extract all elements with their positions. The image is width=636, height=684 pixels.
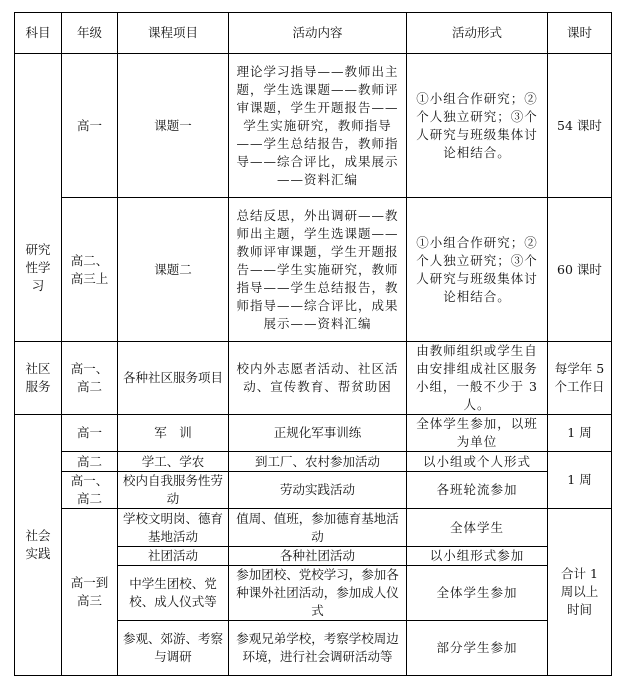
content-cell: 正规化军事训练	[229, 415, 407, 452]
project-cell: 参观、郊游、考察与调研	[118, 621, 229, 676]
header-project: 课程项目	[118, 13, 229, 54]
grade-cell-upper: 高一到高三	[62, 509, 118, 676]
grade-cell: 高二	[62, 452, 118, 472]
hours-cell: 60 课时	[548, 198, 612, 342]
hours-cell: 54 课时	[548, 54, 612, 198]
content-cell: 总结反思，外出调研——教师出主题，学生选课题——教师评审课题，学生开题报告——学生实施研究，教师指导——学生总结报告，教师指导——综合评比，成果展示——资料汇编	[229, 198, 407, 342]
grade-cell: 高一、高二	[62, 472, 118, 509]
header-form: 活动形式	[407, 13, 548, 54]
content-cell: 校内外志愿者活动、社区活动、宣传教育、帮贫助困	[229, 342, 407, 415]
subject-research: 研究性学习	[15, 54, 62, 342]
table-row	[15, 472, 612, 509]
project-cell: 课题一	[118, 54, 229, 198]
form-cell: 各班轮流参加	[407, 472, 548, 509]
project-cell: 学工、学农	[118, 452, 229, 472]
header-hours: 课时	[548, 13, 612, 54]
form-cell: ①小组合作研究；②个人独立研究；③个人研究与班级集体讨论相结合。	[407, 198, 548, 342]
header-grade: 年级	[62, 13, 118, 54]
activity-schedule-table	[14, 12, 612, 676]
header-content: 活动内容	[229, 13, 407, 54]
form-cell: 全体学生	[407, 509, 548, 547]
content-cell: 各种社团活动	[229, 547, 407, 566]
content-cell: 参观兄弟学校，考察学校周边环境，进行社会调研活动等	[229, 621, 407, 676]
hours-cell: 1 周	[548, 415, 612, 452]
header-subject: 科目	[15, 13, 62, 54]
table-row	[15, 342, 612, 415]
project-cell: 各种社区服务项目	[118, 342, 229, 415]
grade-cell: 高一	[62, 54, 118, 198]
project-cell: 中学生团校、党校、成人仪式等	[118, 566, 229, 621]
content-cell: 劳动实践活动	[229, 472, 407, 509]
project-cell: 课题二	[118, 198, 229, 342]
content-cell: 值周、值班，参加德育基地活动	[229, 509, 407, 547]
form-cell: 部分学生参加	[407, 621, 548, 676]
table-row	[15, 509, 612, 547]
content-cell: 理论学习指导——教师出主题，学生选课题——教师评审课题，学生开题报告——学生实施研究，教师指导——学生总结报告，教师指导——综合评比，成果展示——资料汇编	[229, 54, 407, 198]
grade-cell: 高二、高三上	[62, 198, 118, 342]
project-cell: 校内自我服务性劳动	[118, 472, 229, 509]
project-cell: 学校文明岗、德育基地活动	[118, 509, 229, 547]
project-cell: 军 训	[118, 415, 229, 452]
hours-cell-shared: 合计 1 周以上时间	[548, 509, 612, 676]
grade-cell: 高一、高二	[62, 342, 118, 415]
content-cell: 到工厂、农村参加活动	[229, 452, 407, 472]
subject-community: 社区服务	[15, 342, 62, 415]
subject-practice: 社会实践	[15, 415, 62, 676]
form-cell: 全体学生参加	[407, 566, 548, 621]
form-cell: 以小组形式参加	[407, 547, 548, 566]
table-row	[15, 198, 612, 342]
form-cell: 全体学生参加，以班为单位	[407, 415, 548, 452]
form-cell: 由教师组织或学生自由安排组成社区服务小组，一般不少于 3 人。	[407, 342, 548, 415]
table-row	[15, 54, 612, 198]
project-cell: 社团活动	[118, 547, 229, 566]
content-cell: 参加团校、党校学习，参加各种课外社团活动，参加成人仪式	[229, 566, 407, 621]
table-row	[15, 415, 612, 452]
form-cell: ①小组合作研究；②个人独立研究；③个人研究与班级集体讨论相结合。	[407, 54, 548, 198]
table-row	[15, 452, 612, 472]
grade-cell: 高一	[62, 415, 118, 452]
hours-cell: 每学年 5 个工作日	[548, 342, 612, 415]
form-cell: 以小组或个人形式	[407, 452, 548, 472]
header-row	[15, 13, 612, 54]
hours-cell-shared: 1 周	[548, 452, 612, 509]
